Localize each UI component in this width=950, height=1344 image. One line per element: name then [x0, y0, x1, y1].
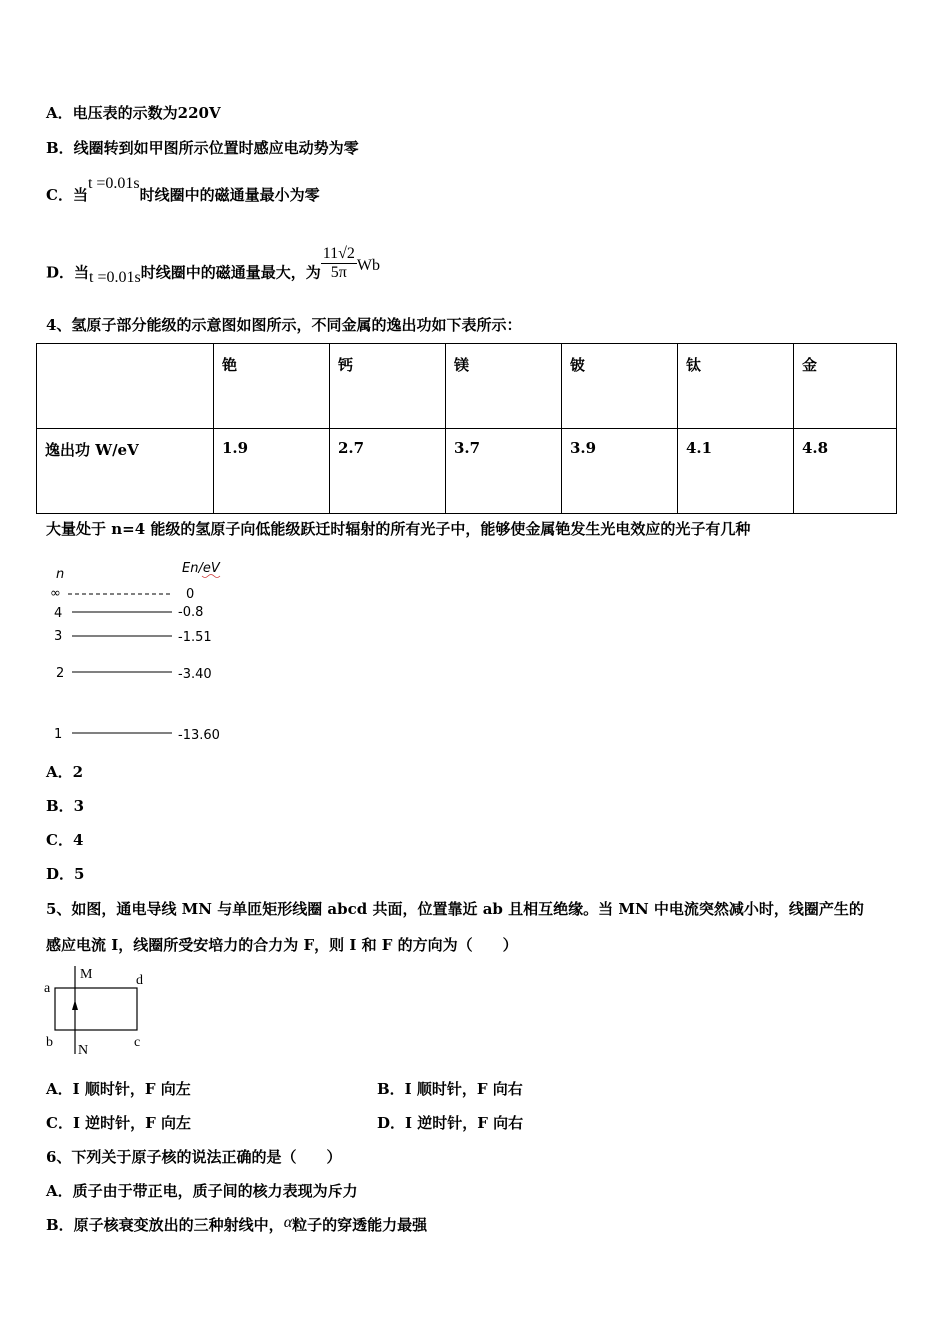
- q3-option-d-fraction: [321, 245, 357, 282]
- q6-option-a: A．质子由于带正电，质子间的核力表现为斥力: [46, 1182, 358, 1200]
- fraction-denominator: 5π: [330, 264, 347, 281]
- label-d: d: [136, 973, 143, 988]
- q5-option-a: A．I 顺时针，F 向左: [46, 1080, 191, 1098]
- current-arrow-icon: [72, 1000, 78, 1010]
- level-energy-label: 0: [186, 587, 195, 602]
- table-cell: 4.1: [678, 429, 794, 514]
- level-energy-label: -3.40: [178, 667, 212, 682]
- q3-option-d: [46, 245, 381, 292]
- q4-option-d: D．5: [46, 865, 85, 883]
- label-b: b: [46, 1035, 53, 1050]
- level-n-label: 2: [56, 666, 65, 681]
- q5-option-c: C．I 逆时针，F 向左: [46, 1114, 192, 1132]
- label-n: N: [78, 1043, 89, 1058]
- q5-stem-line1: 5、如图，通电导线 MN 与单匝矩形线圈 abcd 共面，位置靠近 ab 且相互绝缘。当 MN 中电流突然减小时，线圈产生的: [46, 900, 864, 918]
- q5-option-d: D．I 逆时针，F 向右: [377, 1114, 524, 1132]
- table-cell: 钙: [330, 344, 446, 429]
- q6-stem: 6、下列关于原子核的说法正确的是（ ）: [46, 1148, 342, 1166]
- q5-stem-line2: 感应电流 I，线圈所受安培力的合力为 F，则 I 和 F 的方向为（ ）: [46, 936, 518, 954]
- q3-option-c-suffix: 时线圈中的磁通量最小为零: [139, 186, 320, 204]
- q5-option-b: B．I 顺时针，F 向右: [377, 1080, 523, 1098]
- level-n-label: 3: [54, 629, 63, 644]
- table-cell: 4.8: [794, 429, 897, 514]
- q6-option-b: [46, 1214, 427, 1235]
- label-m: M: [80, 967, 93, 982]
- n-axis-label: n: [56, 567, 65, 582]
- q3-option-a: A．电压表的示数为220V: [46, 104, 221, 122]
- table-cell: 3.7: [446, 429, 562, 514]
- energy-axis-label: En/eV: [182, 561, 220, 576]
- coil-figure: [40, 962, 160, 1062]
- rectangular-coil: [55, 988, 137, 1030]
- q3-option-c-prefix: C．当: [46, 186, 88, 204]
- level-energy-label: -0.8: [178, 605, 204, 620]
- q3-option-d-unit: Wb: [356, 256, 381, 274]
- level-n-label: ∞: [50, 586, 61, 601]
- table-cell: 铯: [214, 344, 330, 429]
- table-cell: 2.7: [330, 429, 446, 514]
- label-c: c: [134, 1035, 141, 1050]
- table-cell: 铍: [562, 344, 678, 429]
- q3-option-d-math: t =0.01s: [89, 268, 141, 286]
- q4-option-b: B．3: [46, 797, 85, 815]
- table-row-label: 逸出功 W/eV: [37, 429, 214, 514]
- q3-option-b: B．线圈转到如甲图所示位置时感应电动势为零: [46, 139, 359, 157]
- level-energy-label: -13.60: [178, 728, 220, 743]
- table-row: [37, 429, 897, 514]
- q4-stem: 4、氢原子部分能级的示意图如图所示，不同金属的逸出功如下表所示：: [46, 316, 522, 334]
- level-n-label: 4: [54, 606, 63, 621]
- q6-option-b-prefix: B．原子核衰变放出的三种射线中，: [46, 1216, 284, 1234]
- level-n-label: 1: [54, 727, 63, 742]
- work-function-table: [36, 343, 897, 514]
- q3-option-d-prefix: D．当: [46, 263, 90, 282]
- q3-option-c-math: t =0.01s: [87, 175, 140, 192]
- table-cell: 镁: [446, 344, 562, 429]
- table-cell: 钛: [678, 344, 794, 429]
- fraction-numerator: 11√2: [322, 245, 355, 262]
- table-header-row: [37, 344, 897, 429]
- q6-option-b-suffix: 粒子的穿透能力最强: [292, 1216, 428, 1234]
- table-cell: 1.9: [214, 429, 330, 514]
- label-a: a: [44, 981, 51, 996]
- alpha-symbol: α: [283, 1214, 293, 1231]
- table-cell: 3.9: [562, 429, 678, 514]
- energy-level-diagram: [46, 556, 246, 751]
- q3-option-d-middle: 时线圈中的磁通量最大，为: [140, 263, 321, 282]
- q3-option-c: [46, 175, 320, 205]
- q4-option-c: C．4: [46, 831, 84, 849]
- level-energy-label: -1.51: [178, 630, 212, 645]
- table-cell: 金: [794, 344, 897, 429]
- q4-option-a: A．2: [46, 763, 84, 781]
- q4-question: 大量处于 n=4 能级的氢原子向低能级跃迁时辐射的所有光子中，能够使金属铯发生光电效应的光子有几种: [46, 520, 751, 538]
- table-cell: [37, 344, 214, 429]
